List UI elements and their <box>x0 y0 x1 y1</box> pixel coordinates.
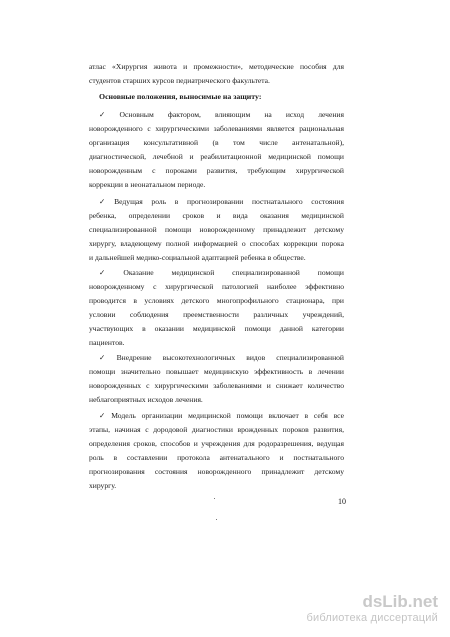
paragraph-1-line-3: организация консультативной (в том числе антенатальной), <box>89 138 344 147</box>
paragraph-3-line-6: пациентов. <box>89 338 125 347</box>
paragraph-4-line-2: помощи значительно повышает медицинскую эффективность в лечении <box>89 367 344 376</box>
paragraph-4-line-3: новорожденных с хирургическими заболеваниями и снижает количество <box>89 381 344 390</box>
checkmark-icon: ✓ <box>99 411 110 420</box>
paragraph-1-line-2: новорожденного с хирургическими заболеваниями является рациональная <box>89 124 344 133</box>
paragraph-2-line-4: хирургу, владеющему полной информацией о способах коррекции порока <box>89 239 344 248</box>
paragraph-1-line-4: диагностической, лечебной и реабилитационной медицинской помощи <box>89 152 344 161</box>
watermark <box>306 593 438 624</box>
watermark-logo: dsLib.net <box>362 592 438 611</box>
paragraph-3-line-4: условии соблюдения преемственности различных учреждений, <box>89 310 344 319</box>
paragraph-2-line-2: ребенка, определении сроков и вида оказания медицинской <box>89 211 344 220</box>
paragraph-5-line-4: роль в составлении протокола антенатального и постнатального <box>89 453 344 462</box>
paragraph-2-line-5: и дальнейшей медико-социальной адаптацией ребенка в обществе. <box>89 253 306 262</box>
paragraph-5-line-5: прогнозирования состояния новорожденного принадлежит детскому <box>89 467 344 476</box>
paragraph-5-line-6: хирургу. <box>89 481 117 490</box>
checkmark-icon: ✓ <box>99 197 113 206</box>
checkmark-icon: ✓ <box>99 110 118 119</box>
paragraph-3-line-5: участвующих в оказании медицинской помощи данной категории <box>89 324 344 333</box>
paragraph-5-line-2: этапы, начиная с дородовой диагностики врожденных пороков развития, <box>89 425 344 434</box>
paragraph-2-line-1: ✓ Ведущая роль в прогнозировании постнатального состояния <box>99 197 344 206</box>
scan-speck <box>214 498 215 499</box>
paragraph-1-line-5: новорожденным с пороками развития, требующим хирургической <box>89 166 344 175</box>
paragraph-5-line-1: ✓ Модель организации медицинской помощи включает в себя все <box>99 411 344 420</box>
checkmark-icon: ✓ <box>99 268 122 277</box>
paragraph-5-line-3: определения сроков, способов и учреждения для родоразрешения, ведущая <box>89 439 344 448</box>
watermark-subtitle: библиотека диссертаций <box>306 612 438 624</box>
scan-speck <box>216 519 217 520</box>
page-number: 10 <box>338 497 346 506</box>
intro-line-2: студентов старших курсов педиатрического факультета. <box>89 76 270 85</box>
paragraph-3-line-3: проводится в условиях детского многопрофильного стационара, при <box>89 296 344 305</box>
intro-line-1: атлас «Хирургия живота и промежности», методические пособия для <box>89 62 344 71</box>
checkmark-icon: ✓ <box>99 353 115 362</box>
paragraph-1-line-1: ✓ Основным фактором, влияющим на исход лечения <box>99 110 344 119</box>
paragraph-4-line-4: неблагоприятных исходов лечения. <box>89 395 203 404</box>
paragraph-4-line-1: ✓ Внедрение высокотехнологичных видов специализированной <box>99 353 344 362</box>
paragraph-1-line-6: коррекции в неонатальном периоде. <box>89 180 206 189</box>
section-heading: Основные положения, выносимые на защиту: <box>99 92 262 101</box>
paragraph-3-line-1: ✓ Оказание медицинской специализированной помощи <box>99 268 344 277</box>
paragraph-3-line-2: новорожденному с хирургической патологией наиболее эффективно <box>89 282 344 291</box>
paragraph-2-line-3: специализированной помощи новорожденному принадлежит детскому <box>89 225 344 234</box>
